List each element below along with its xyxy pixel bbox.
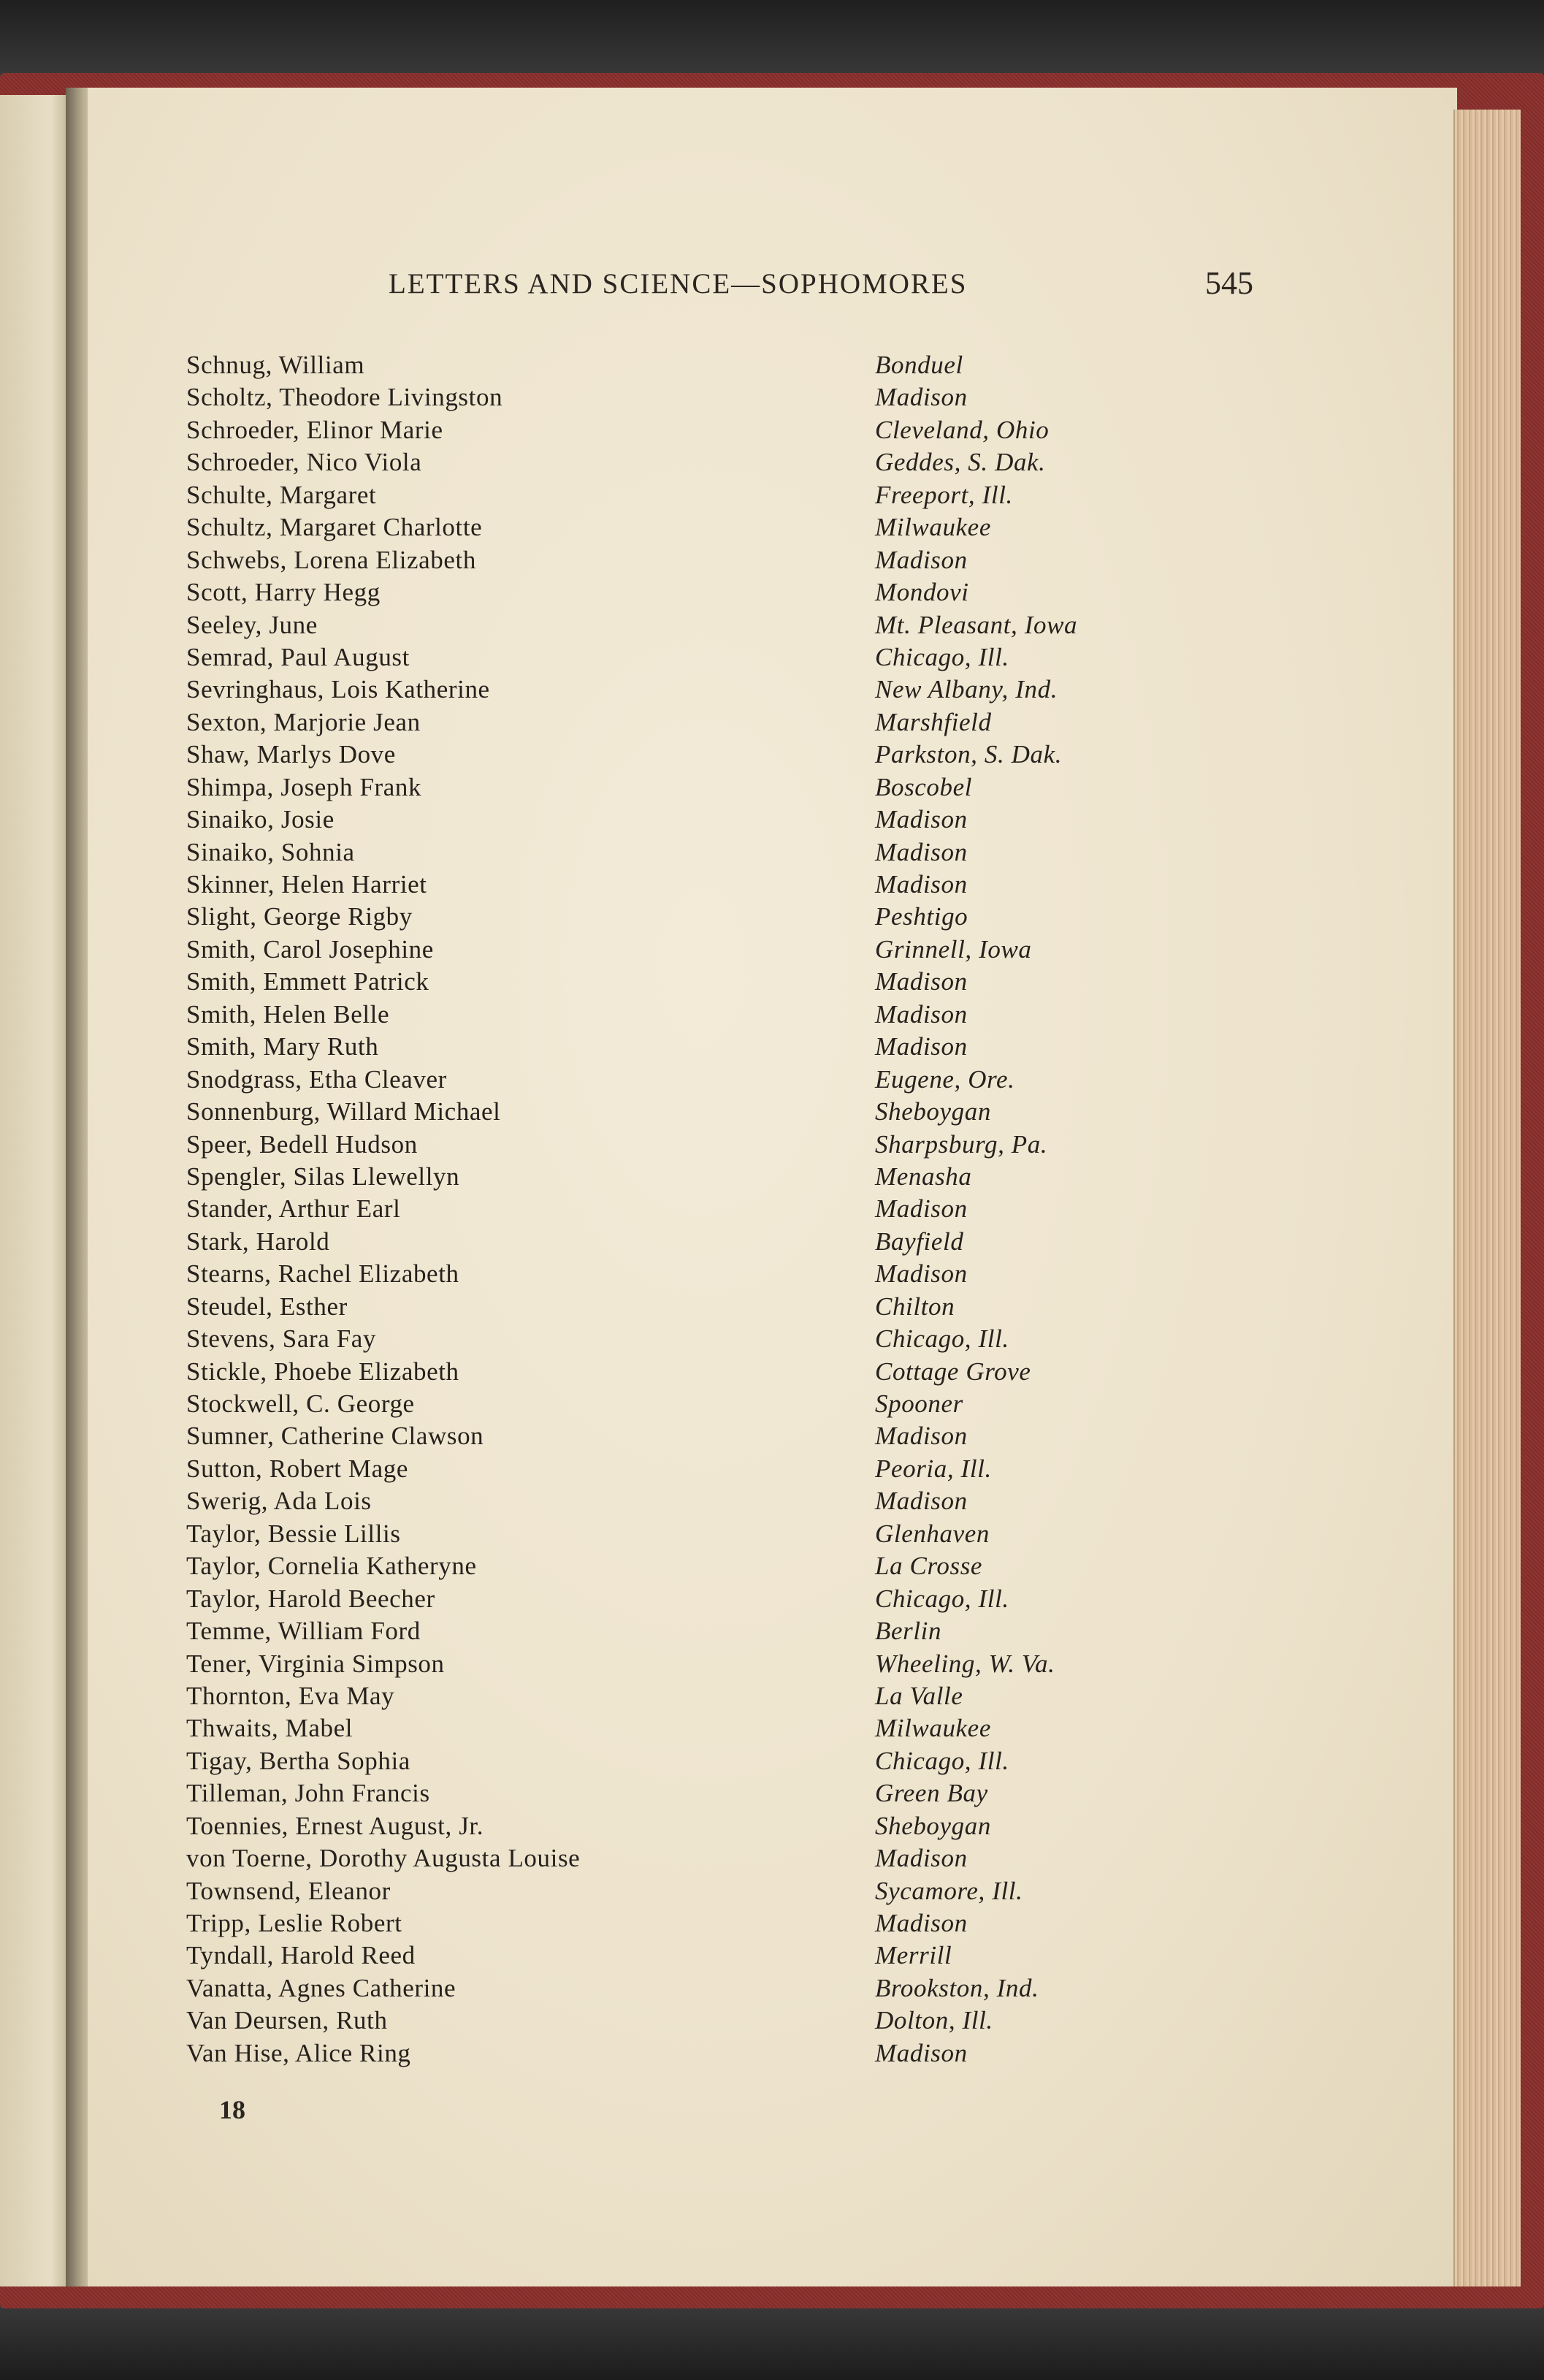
student-name: Sonnenburg, Willard Michael: [186, 1097, 501, 1126]
student-name: Schroeder, Nico Viola: [186, 448, 422, 477]
list-item: [186, 1649, 1209, 1682]
student-name: Stearns, Rachel Elizabeth: [186, 1259, 459, 1289]
student-name: Skinner, Helen Harriet: [186, 870, 427, 899]
list-item: [186, 1941, 1209, 1973]
list-item: [186, 1682, 1209, 1714]
student-hometown: Cleveland, Ohio: [875, 415, 1050, 444]
student-hometown: Sheboygan: [875, 1097, 991, 1126]
student-hometown: Berlin: [875, 1617, 942, 1646]
student-name: Schultz, Margaret Charlotte: [186, 513, 483, 542]
student-hometown: La Valle: [875, 1681, 963, 1710]
student-hometown: Eugene, Ore.: [875, 1064, 1015, 1094]
list-item: [186, 1259, 1209, 1292]
student-hometown: Mt. Pleasant, Iowa: [875, 610, 1078, 639]
student-hometown: Peshtigo: [875, 902, 968, 931]
list-item: [186, 1552, 1209, 1584]
student-hometown: Madison: [875, 999, 968, 1029]
student-hometown: Madison: [875, 545, 968, 574]
student-name: Scholtz, Theodore Livingston: [186, 383, 503, 412]
list-item: [186, 1909, 1209, 1941]
student-name: Smith, Carol Josephine: [186, 934, 434, 964]
student-hometown: New Albany, Ind.: [875, 675, 1058, 704]
list-item: [186, 1422, 1209, 1454]
list-item: [186, 675, 1209, 707]
student-hometown: Geddes, S. Dak.: [875, 448, 1046, 477]
student-hometown: Glenhaven: [875, 1519, 990, 1548]
student-name: Temme, William Ford: [186, 1617, 421, 1646]
student-name: Schwebs, Lorena Elizabeth: [186, 545, 476, 574]
student-hometown: Madison: [875, 1844, 968, 1873]
list-item: [186, 513, 1209, 545]
student-name: Shimpa, Joseph Frank: [186, 772, 422, 801]
list-item: [186, 611, 1209, 643]
list-item: [186, 967, 1209, 999]
list-item: [186, 1877, 1209, 1909]
student-hometown: Chicago, Ill.: [875, 642, 1009, 671]
student-hometown: Madison: [875, 967, 968, 996]
student-hometown: Green Bay: [875, 1779, 988, 1808]
list-item: [186, 902, 1209, 934]
student-hometown: Parkston, S. Dak.: [875, 740, 1063, 769]
student-name: Toennies, Ernest August, Jr.: [186, 1811, 484, 1840]
student-name: Tilleman, John Francis: [186, 1779, 430, 1808]
student-name: Thwaits, Mabel: [186, 1714, 353, 1743]
student-hometown: Madison: [875, 805, 968, 834]
list-item: [186, 383, 1209, 415]
student-name: Steudel, Esther: [186, 1292, 348, 1321]
student-hometown: Brookston, Ind.: [875, 1973, 1039, 2002]
list-item: [186, 1324, 1209, 1357]
list-item: [186, 1065, 1209, 1097]
student-name: Scott, Harry Hegg: [186, 578, 381, 607]
list-item: [186, 1779, 1209, 1811]
student-name: Stickle, Phoebe Elizabeth: [186, 1357, 459, 1386]
list-item: [186, 773, 1209, 805]
list-item: [186, 1194, 1209, 1227]
student-name: Tener, Virginia Simpson: [186, 1649, 445, 1678]
list-item: [186, 1584, 1209, 1617]
student-hometown: Chicago, Ill.: [875, 1324, 1009, 1354]
page-block-edge: [1453, 110, 1521, 2286]
student-hometown: Milwaukee: [875, 1714, 991, 1743]
list-item: [186, 1617, 1209, 1649]
list-item: [186, 838, 1209, 870]
list-item: [186, 805, 1209, 837]
student-name: Speer, Bedell Hudson: [186, 1129, 418, 1159]
student-hometown: Sharpsburg, Pa.: [875, 1129, 1048, 1159]
student-hometown: Spooner: [875, 1389, 963, 1418]
student-name: Sinaiko, Sohnia: [186, 837, 355, 866]
list-item: [186, 2006, 1209, 2038]
student-name: Schulte, Margaret: [186, 480, 377, 509]
student-hometown: Marshfield: [875, 707, 992, 736]
student-name: Sutton, Robert Mage: [186, 1454, 409, 1483]
student-name: Taylor, Bessie Lillis: [186, 1519, 401, 1548]
student-name: Seeley, June: [186, 610, 318, 639]
student-name: Stockwell, C. George: [186, 1389, 415, 1418]
student-name: Slight, George Rigby: [186, 902, 413, 931]
student-name: von Toerne, Dorothy Augusta Louise: [186, 1844, 581, 1873]
list-item: [186, 578, 1209, 610]
list-item: [186, 1292, 1209, 1324]
student-name: Thornton, Eva May: [186, 1681, 395, 1710]
student-name: Tigay, Bertha Sophia: [186, 1746, 410, 1775]
list-item: [186, 1389, 1209, 1422]
student-hometown: Peoria, Ill.: [875, 1454, 992, 1483]
student-name: Vanatta, Agnes Catherine: [186, 1973, 456, 2002]
student-name: Smith, Mary Ruth: [186, 1032, 379, 1061]
student-name: Sevringhaus, Lois Katherine: [186, 675, 490, 704]
student-name: Stevens, Sara Fay: [186, 1324, 377, 1354]
list-item: [186, 1130, 1209, 1162]
student-name: Schroeder, Elinor Marie: [186, 415, 443, 444]
student-hometown: Madison: [875, 1909, 968, 1937]
student-name: Sinaiko, Josie: [186, 805, 335, 834]
list-item: [186, 2039, 1209, 2071]
student-hometown: Sheboygan: [875, 1811, 991, 1840]
list-item: [186, 1032, 1209, 1064]
list-item: [186, 1844, 1209, 1876]
student-hometown: Wheeling, W. Va.: [875, 1649, 1055, 1678]
student-hometown: Grinnell, Iowa: [875, 934, 1032, 964]
list-item: [186, 740, 1209, 772]
signature-mark: 18: [219, 2095, 245, 2124]
student-name: Sumner, Catherine Clawson: [186, 1422, 484, 1451]
list-item: [186, 416, 1209, 448]
student-hometown: Madison: [875, 383, 968, 412]
student-name: Townsend, Eleanor: [186, 1876, 391, 1905]
student-hometown: Merrill: [875, 1941, 952, 1970]
running-head: LETTERS AND SCIENCE—SOPHOMORES: [389, 268, 968, 300]
list-item: [186, 1097, 1209, 1129]
list-item: [186, 351, 1209, 383]
list-item: [186, 1357, 1209, 1389]
page-number: 545: [1205, 265, 1253, 301]
student-list: [186, 351, 1209, 2071]
student-name: Tripp, Leslie Robert: [186, 1909, 402, 1937]
facing-page-edge: [0, 95, 73, 2286]
student-hometown: Milwaukee: [875, 513, 991, 542]
list-item: [186, 870, 1209, 902]
student-name: Swerig, Ada Lois: [186, 1487, 372, 1516]
student-hometown: Freeport, Ill.: [875, 480, 1013, 509]
student-name: Tyndall, Harold Reed: [186, 1941, 416, 1970]
list-item: [186, 1162, 1209, 1194]
student-hometown: Dolton, Ill.: [875, 2006, 993, 2035]
student-name: Snodgrass, Etha Cleaver: [186, 1064, 447, 1094]
student-hometown: Bayfield: [875, 1227, 964, 1256]
student-hometown: Madison: [875, 837, 968, 866]
list-item: [186, 481, 1209, 513]
list-item: [186, 1519, 1209, 1552]
student-hometown: Madison: [875, 2038, 968, 2067]
student-name: Spengler, Silas Llewellyn: [186, 1162, 460, 1191]
student-name: Sexton, Marjorie Jean: [186, 707, 421, 736]
student-name: Smith, Emmett Patrick: [186, 967, 429, 996]
list-item: [186, 935, 1209, 967]
list-item: [186, 1227, 1209, 1259]
student-hometown: Chicago, Ill.: [875, 1746, 1009, 1775]
student-hometown: Madison: [875, 1259, 968, 1289]
student-hometown: Madison: [875, 870, 968, 899]
student-name: Van Hise, Alice Ring: [186, 2038, 411, 2067]
page-header: [88, 267, 1457, 311]
student-hometown: Menasha: [875, 1162, 972, 1191]
student-hometown: Madison: [875, 1194, 968, 1224]
student-name: Stander, Arthur Earl: [186, 1194, 401, 1224]
student-hometown: Chilton: [875, 1292, 955, 1321]
list-item: [186, 708, 1209, 740]
student-name: Stark, Harold: [186, 1227, 330, 1256]
student-name: Shaw, Marlys Dove: [186, 740, 396, 769]
student-name: Taylor, Harold Beecher: [186, 1584, 435, 1613]
list-item: [186, 1000, 1209, 1032]
student-hometown: Bonduel: [875, 351, 963, 379]
student-name: Smith, Helen Belle: [186, 999, 390, 1029]
student-hometown: Madison: [875, 1487, 968, 1516]
student-hometown: Sycamore, Ill.: [875, 1876, 1023, 1905]
student-name: Van Deursen, Ruth: [186, 2006, 388, 2035]
list-item: [186, 1974, 1209, 2006]
student-hometown: La Crosse: [875, 1552, 983, 1581]
list-item: [186, 1454, 1209, 1487]
student-name: Taylor, Cornelia Katheryne: [186, 1552, 477, 1581]
list-item: [186, 1487, 1209, 1519]
list-item: [186, 1714, 1209, 1746]
list-item: [186, 546, 1209, 578]
scan-background-top: [0, 0, 1544, 80]
list-item: [186, 1812, 1209, 1844]
student-hometown: Cottage Grove: [875, 1357, 1031, 1386]
student-hometown: Chicago, Ill.: [875, 1584, 1009, 1613]
student-hometown: Boscobel: [875, 772, 973, 801]
list-item: [186, 448, 1209, 480]
student-name: Semrad, Paul August: [186, 642, 410, 671]
list-item: [186, 1747, 1209, 1779]
student-hometown: Mondovi: [875, 578, 969, 607]
student-name: Schnug, William: [186, 351, 365, 379]
student-hometown: Madison: [875, 1032, 968, 1061]
student-hometown: Madison: [875, 1422, 968, 1451]
scan-background-bottom: [0, 2301, 1544, 2380]
list-item: [186, 643, 1209, 675]
